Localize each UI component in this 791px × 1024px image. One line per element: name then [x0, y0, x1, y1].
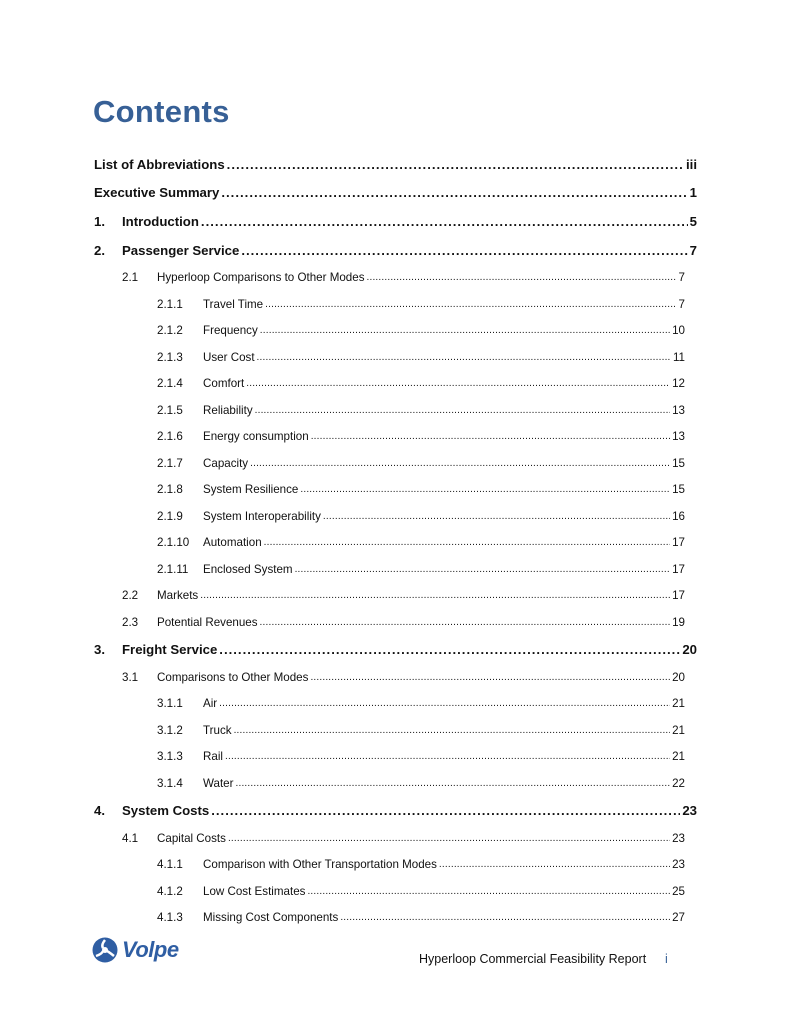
volpe-logo [92, 937, 179, 963]
dot-leader [367, 272, 677, 283]
toc-entry-title: Truck [203, 723, 232, 737]
dot-leader [323, 511, 670, 522]
dot-leader [295, 564, 671, 575]
toc-entry-number: 3.1 [122, 670, 139, 684]
toc-entry-title: Executive Summary [94, 185, 220, 201]
toc-entry-number: 4.1.1 [157, 858, 183, 872]
toc-entry-number: 2.1.7 [157, 456, 183, 470]
toc-entry[interactable] [94, 236, 697, 265]
dot-leader [340, 912, 670, 923]
toc-entry-page: 5 [689, 213, 697, 229]
toc-entry[interactable] [94, 664, 685, 691]
toc-entry[interactable] [94, 529, 685, 556]
toc-entry-page: iii [686, 156, 697, 172]
toc-entry-page: 7 [689, 242, 697, 258]
toc-entry-page: 11 [672, 350, 685, 364]
toc-entry-page: 15 [672, 456, 685, 470]
toc-entry-title: Comparison with Other Transportation Modes [203, 858, 437, 872]
page-number: i [665, 952, 668, 966]
toc-entry-number: 2.1.1 [157, 297, 183, 311]
toc-entry[interactable] [94, 905, 685, 932]
toc-entry-page: 23 [682, 803, 697, 819]
toc-entry-title: User Cost [203, 350, 255, 364]
toc-entry-number: 2.1.2 [157, 324, 183, 338]
toc-entry-number: 4.1 [122, 831, 139, 845]
report-title: Hyperloop Commercial Feasibility Report [419, 952, 647, 966]
dot-leader [200, 590, 670, 601]
toc-entry-page: 7 [678, 297, 685, 311]
toc-entry-title: List of Abbreviations [94, 156, 225, 172]
toc-entry-number: 2.1.9 [157, 509, 183, 523]
toc-entry[interactable] [94, 770, 685, 797]
toc-entry-page: 17 [672, 536, 685, 550]
toc-entry[interactable] [94, 179, 697, 208]
dot-leader [228, 833, 670, 844]
toc-entry-title: Comparisons to Other Modes [157, 670, 309, 684]
toc-entry-page: 22 [672, 776, 685, 790]
toc-entry-number: 2.1.8 [157, 483, 183, 497]
toc-entry-title: Low Cost Estimates [203, 884, 306, 898]
dot-leader [211, 803, 680, 818]
toc-entry-page: 23 [672, 831, 685, 845]
dot-leader [236, 778, 671, 789]
toc-entry-page: 23 [672, 858, 685, 872]
toc-entry-number: 2.1.10 [157, 536, 190, 550]
toc-entry[interactable] [94, 423, 685, 450]
dot-leader [265, 299, 676, 310]
toc-entry-number: 4.1.3 [157, 911, 183, 925]
toc-entry[interactable] [94, 609, 685, 636]
dot-leader [225, 751, 670, 762]
toc-entry-number: 2.2 [122, 589, 139, 603]
toc-entry-title: Hyperloop Comparisons to Other Modes [157, 271, 365, 285]
logo-wordmark: Volpe [122, 937, 179, 962]
toc-entry-page: 20 [672, 670, 685, 684]
toc-entry-title: Markets [157, 589, 199, 603]
toc-entry-title: Rail [203, 750, 223, 764]
toc-entry-page: 27 [672, 911, 685, 925]
dot-leader [221, 185, 687, 200]
toc-entry[interactable] [94, 717, 685, 744]
toc-entry-number: 3.1.2 [157, 723, 183, 737]
toc-entry[interactable] [94, 291, 685, 318]
toc-entry-number: 3. [94, 642, 105, 658]
toc-entry-number: 2.1.6 [157, 430, 183, 444]
toc-entry-title: Introduction [122, 213, 199, 229]
dot-leader [260, 617, 671, 628]
dot-leader [219, 642, 680, 657]
toc-entry-page: 20 [682, 642, 697, 658]
toc-entry-number: 3.1.1 [157, 697, 183, 711]
toc-entry[interactable] [94, 344, 685, 371]
dot-leader [311, 431, 670, 442]
toc-entry[interactable] [94, 503, 685, 530]
toc-entry-title: Capacity [203, 456, 249, 470]
toc-entry[interactable] [94, 450, 685, 477]
toc-entry-page: 10 [672, 324, 685, 338]
toc-entry-title: Energy consumption [203, 430, 309, 444]
toc-entry-number: 4. [94, 803, 105, 819]
toc-entry-page: 21 [672, 697, 685, 711]
toc-entry-number: 2. [94, 242, 105, 258]
toc-entry[interactable] [94, 582, 685, 609]
dot-leader [250, 458, 670, 469]
dot-leader [241, 243, 687, 258]
toc-entry-page: 7 [678, 271, 685, 285]
toc-entry[interactable] [94, 264, 685, 291]
toc-entry-title: Comfort [203, 377, 245, 391]
toc-entry[interactable] [94, 635, 697, 664]
toc-entry-number: 2.1 [122, 271, 139, 285]
toc-entry-title: Capital Costs [157, 831, 226, 845]
toc-entry-number: 2.1.5 [157, 403, 183, 417]
toc-entry[interactable] [94, 150, 697, 179]
toc-entry-number: 2.1.3 [157, 350, 183, 364]
dot-leader [307, 886, 670, 897]
toc-entry-number: 2.1.4 [157, 377, 183, 391]
toc-entry-page: 21 [672, 750, 685, 764]
toc-entry-page: 1 [689, 185, 697, 201]
toc-entry-title: System Costs [122, 803, 210, 819]
toc-entry-number: 4.1.2 [157, 884, 183, 898]
toc-entry[interactable] [94, 878, 685, 905]
toc-entry-title: Frequency [203, 324, 258, 338]
toc-entry-page: 13 [672, 403, 685, 417]
toc-entry[interactable] [94, 796, 697, 825]
toc-entry-title: Enclosed System [203, 562, 293, 576]
dot-leader [257, 352, 671, 363]
toc-entry[interactable] [94, 852, 685, 879]
toc-entry[interactable] [94, 207, 697, 236]
dot-leader [246, 378, 670, 389]
dot-leader [219, 698, 670, 709]
toc-entry-page: 16 [672, 509, 685, 523]
toc-entry-page: 19 [672, 615, 685, 629]
toc-entry-title: Air [203, 697, 218, 711]
toc-entry-title: Water [203, 776, 234, 790]
toc-entry-number: 2.1.11 [157, 562, 189, 576]
toc-entry[interactable] [94, 370, 685, 397]
dot-leader [201, 214, 688, 229]
dot-leader [264, 537, 670, 548]
dot-leader [439, 859, 670, 870]
toc-entry[interactable] [94, 825, 685, 852]
toc-entry[interactable] [94, 556, 685, 583]
toc-entry[interactable] [94, 476, 685, 503]
dot-leader [234, 725, 671, 736]
toc-entry[interactable] [94, 690, 685, 717]
dot-leader [300, 484, 670, 495]
toc-entry-title: Potential Revenues [157, 615, 258, 629]
toc-entry-number: 1. [94, 213, 105, 229]
toc-entry-page: 12 [672, 377, 685, 391]
dot-leader [260, 325, 670, 336]
toc-entry-number: 3.1.4 [157, 776, 183, 790]
toc-entry-title: Freight Service [122, 642, 218, 658]
dot-leader [255, 405, 670, 416]
toc-entry[interactable] [94, 317, 685, 344]
toc-entry-page: 15 [672, 483, 685, 497]
toc-entry-page: 25 [672, 884, 685, 898]
toc-entry-title: Automation [203, 536, 262, 550]
table-of-contents [94, 150, 697, 931]
toc-entry-title: System Interoperability [203, 509, 321, 523]
toc-entry-number: 3.1.3 [157, 750, 183, 764]
toc-entry-title: Missing Cost Components [203, 911, 339, 925]
toc-entry-page: 17 [672, 562, 685, 576]
dot-leader [310, 672, 670, 683]
toc-entry-title: Reliability [203, 403, 253, 417]
dot-tri-wing-icon [92, 937, 118, 963]
toc-entry-title: Travel Time [203, 297, 264, 311]
toc-entry-title: Passenger Service [122, 242, 240, 258]
toc-entry-number: 2.3 [122, 615, 139, 629]
dot-leader [227, 157, 684, 172]
toc-entry-page: 21 [672, 723, 685, 737]
toc-entry[interactable] [94, 743, 685, 770]
toc-entry-title: System Resilience [203, 483, 299, 497]
toc-entry-page: 13 [672, 430, 685, 444]
toc-entry[interactable] [94, 397, 685, 424]
page-title: Contents [93, 94, 230, 129]
toc-entry-page: 17 [672, 589, 685, 603]
